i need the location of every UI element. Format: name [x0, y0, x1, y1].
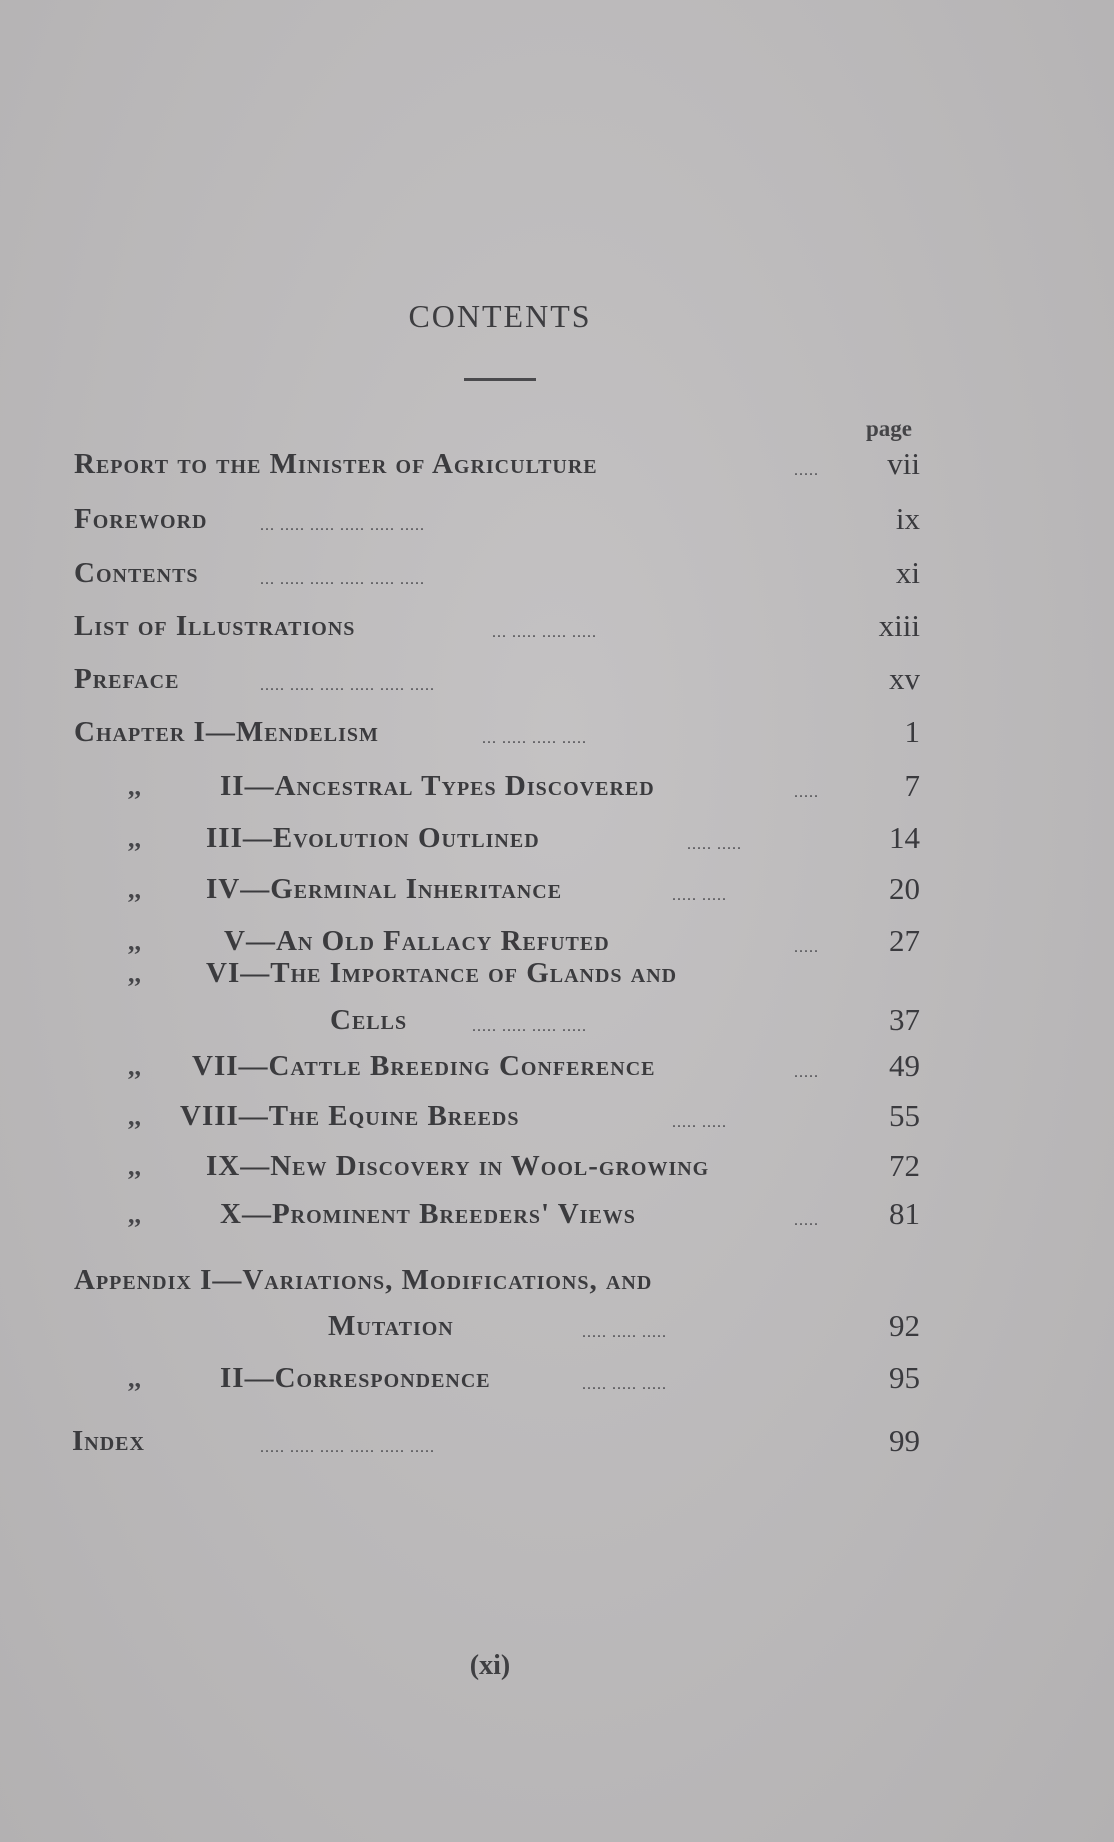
toc-entry — [72, 1264, 920, 1304]
toc-entry — [72, 1425, 920, 1465]
ditto-mark: ,, — [128, 875, 141, 904]
toc-entry — [72, 1100, 920, 1140]
ditto-mark: ,, — [128, 1200, 141, 1229]
toc-entry-page: 7 — [904, 768, 920, 803]
toc-entry-label: Mutation — [328, 1310, 454, 1342]
toc-entry-leader: ..... ..... ..... ..... ..... ..... — [260, 677, 435, 694]
toc-entry — [72, 822, 920, 862]
toc-entry-page: 37 — [889, 1002, 920, 1037]
toc-entry — [72, 1050, 920, 1090]
toc-entry-leader: ..... ..... — [672, 1114, 727, 1131]
toc-entry-label: III—Evolution Outlined — [206, 822, 540, 854]
toc-entry-leader: ..... ..... ..... — [582, 1324, 667, 1341]
toc-entry — [72, 610, 920, 650]
toc-entry-leader: ..... ..... — [687, 836, 742, 853]
toc-entry-leader: ..... — [794, 784, 819, 801]
toc-entry-leader: ..... — [794, 1212, 819, 1229]
ditto-mark: ,, — [128, 1102, 141, 1131]
toc-entry-page: vii — [887, 446, 920, 481]
toc-entry-leader: ..... — [794, 939, 819, 956]
toc-entry — [72, 1198, 920, 1238]
toc-entry-page: 14 — [889, 820, 920, 855]
toc-entry-leader: ..... — [794, 1064, 819, 1081]
toc-entry-label: V—An Old Fallacy Refuted — [224, 925, 610, 957]
toc-entry — [72, 1362, 920, 1402]
toc-entry-page: ix — [895, 501, 920, 536]
toc-entry-page: 95 — [889, 1360, 920, 1395]
toc-entry-label: Chapter I—Mendelism — [74, 716, 379, 748]
toc-entry — [72, 873, 920, 913]
toc-entry-label: Index — [72, 1425, 145, 1457]
toc-entry-page: 55 — [889, 1098, 920, 1133]
toc-entry-leader: ... ..... ..... ..... ..... ..... — [260, 517, 425, 534]
toc-entry-label: Cells — [330, 1004, 408, 1036]
toc-entry-label: VI—The Importance of Glands and — [206, 957, 678, 989]
page-column-label: page — [866, 416, 912, 441]
toc-entry — [72, 1150, 920, 1190]
toc-entry — [72, 448, 920, 488]
toc-entry-label: Foreword — [74, 503, 208, 535]
toc-entry-label: IV—Germinal Inheritance — [206, 873, 563, 905]
toc-entry-label: II—Ancestral Types Discovered — [220, 770, 655, 802]
toc-entry-label: Appendix I—Variations, Modifications, and — [74, 1264, 653, 1296]
ditto-mark: ,, — [128, 927, 141, 956]
ditto-mark: ,, — [128, 824, 141, 853]
toc-entry-page: 99 — [889, 1423, 920, 1458]
toc-entry-page: xv — [889, 661, 920, 696]
toc-entry — [72, 663, 920, 703]
toc-entry-page: 92 — [889, 1308, 920, 1343]
ditto-mark: ,, — [128, 1052, 141, 1081]
toc-entry-label: II—Correspondence — [220, 1362, 491, 1394]
toc-entry-page: xiii — [878, 608, 920, 643]
toc-entry-leader: ... ..... ..... ..... — [492, 624, 597, 641]
toc-entry-label: Report to the Minister of Agriculture — [74, 448, 598, 480]
toc-entry-leader: ..... ..... ..... — [582, 1376, 667, 1393]
ditto-mark: ,, — [128, 772, 141, 801]
toc-entry-page: xi — [895, 555, 920, 590]
toc-entry-page: 27 — [889, 923, 920, 958]
toc-entry-page: 72 — [889, 1148, 920, 1183]
toc-entry — [72, 1004, 920, 1044]
toc-entry — [72, 770, 920, 810]
toc-entry-leader: ..... ..... ..... ..... — [472, 1018, 587, 1035]
ditto-mark: ,, — [128, 1364, 141, 1393]
toc-entry-page: 81 — [889, 1196, 920, 1231]
toc-entry-page: 49 — [889, 1048, 920, 1083]
toc-entry — [72, 716, 920, 756]
toc-entry — [72, 557, 920, 597]
toc-entry-leader: ..... ..... ..... ..... ..... ..... — [260, 1439, 435, 1456]
toc-entry-page: 20 — [889, 871, 920, 906]
toc-entry-leader: ..... ..... — [672, 887, 727, 904]
toc-entry-leader: ... ..... ..... ..... — [482, 730, 587, 747]
page-title: CONTENTS — [408, 298, 592, 334]
toc-entry-label: Contents — [74, 557, 199, 589]
toc-entry — [72, 503, 920, 543]
toc-entry — [72, 1310, 920, 1350]
toc-entry — [72, 957, 920, 997]
toc-entry-label: VIII—The Equine Breeds — [180, 1100, 520, 1132]
toc-entry-label: List of Illustrations — [74, 610, 356, 642]
title-rule — [464, 378, 536, 381]
toc-entry-page: 1 — [904, 714, 920, 749]
page-number: (xi) — [469, 1650, 511, 1681]
toc-entry-label: X—Prominent Breeders' Views — [220, 1198, 636, 1230]
toc-entry-label: Preface — [74, 663, 180, 695]
toc-entry-label: VII—Cattle Breeding Conference — [192, 1050, 656, 1082]
toc-entry-leader: ..... — [794, 462, 819, 479]
ditto-mark: ,, — [128, 1152, 141, 1181]
toc-entry-leader: ... ..... ..... ..... ..... ..... — [260, 571, 425, 588]
ditto-mark: ,, — [128, 959, 141, 988]
toc-entry-label: IX—New Discovery in Wool-growing — [206, 1150, 710, 1182]
